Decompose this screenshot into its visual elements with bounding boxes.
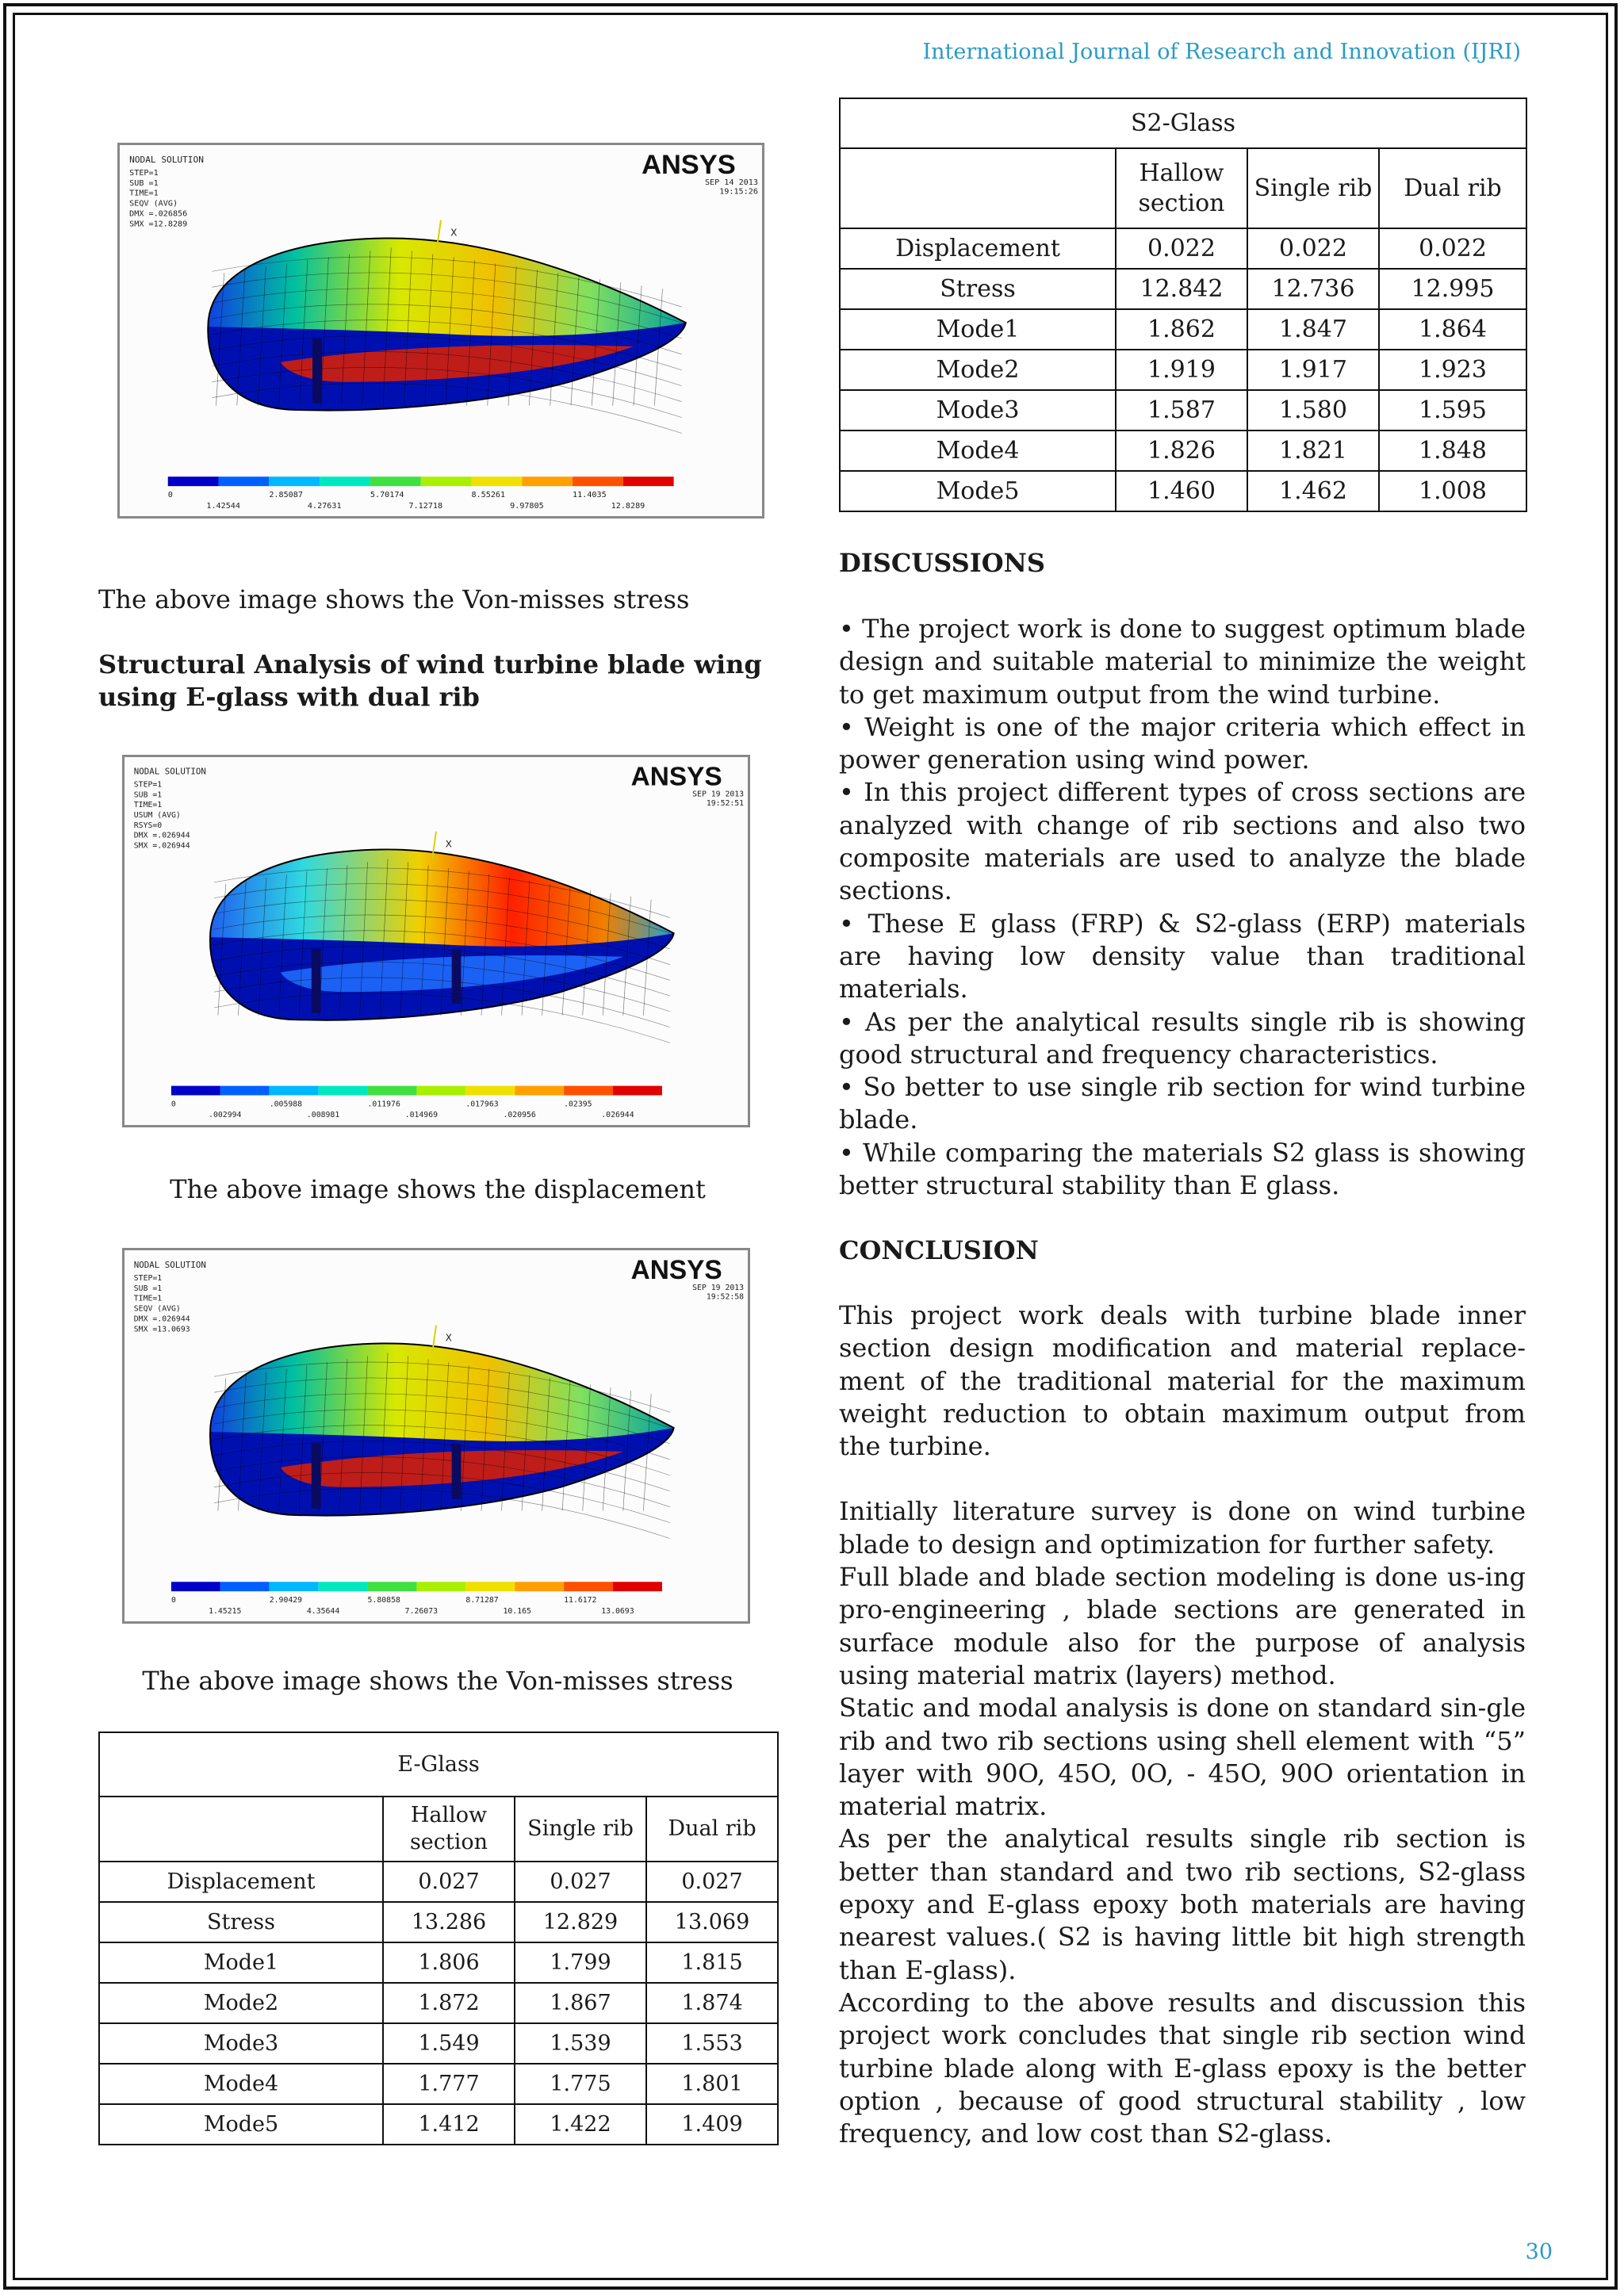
legend-swatch [573, 476, 623, 486]
table-corner [840, 148, 1116, 228]
table-cell: 1.409 [646, 2104, 778, 2145]
table-cell: 1.815 [646, 1942, 778, 1983]
table-cell: 1.460 [1116, 471, 1247, 511]
e-glass-table-title: E-Glass [99, 1732, 778, 1797]
row-label: Mode2 [840, 350, 1116, 390]
figure-label: DMX =.026944 [133, 1314, 190, 1324]
figure-label: SMX =13.0693 [133, 1325, 190, 1334]
figure-label: TIME=1 [133, 1294, 163, 1303]
column-header: Single rib [1247, 148, 1379, 228]
section-subheading: Structural Analysis of wind turbine blade wing using E-glass with dual rib [98, 649, 762, 712]
figure-label: 1.42544 [206, 502, 240, 511]
discussion-bullet: • As per the analytical results single rib is showing good structural and frequency characteristics. [839, 1006, 1526, 1070]
row-label: Stress [840, 269, 1116, 309]
figure-label: 0 [170, 1100, 176, 1109]
table-row [840, 390, 1526, 430]
figure-label: .002994 [209, 1111, 242, 1120]
figure-label: NODAL SOLUTION [129, 154, 204, 165]
column-header: Hallow section [383, 1797, 515, 1862]
conclusion-paragraph: Static and modal analysis is done on standard sin-gle rib and two rib sections using shell element with “5” layer with 90O, 45O, 0O, - 45O, 90O orientation in material matrix. [839, 1693, 1526, 1822]
table-cell: 1.848 [1379, 430, 1526, 471]
legend-swatch [270, 1582, 319, 1591]
table-cell: 0.022 [1116, 228, 1247, 269]
table-cell: 1.801 [646, 2064, 778, 2104]
table-cell: 0.022 [1247, 228, 1379, 269]
table-cell: 0.027 [515, 1862, 646, 1902]
figure-label: STEP=1 [129, 168, 159, 178]
page-number: 30 [1525, 2240, 1553, 2264]
legend-swatch [171, 1582, 220, 1591]
discussion-bullet: • These E glass (FRP) & S2-glass (ERP) materials are having low density value than traditional materials. [839, 908, 1526, 1004]
figure-3-caption: The above image shows the Von-misses stress [142, 1666, 733, 1696]
row-label: Mode1 [99, 1942, 383, 1983]
figure-label: 9.97805 [510, 502, 544, 511]
conclusion-text [839, 1299, 1526, 2150]
figure-label: STEP=1 [133, 780, 163, 790]
row-label: Mode4 [840, 430, 1116, 471]
figure-label: 13.0693 [601, 1606, 634, 1617]
axis-x-label: X [445, 838, 452, 850]
conclusion-paragraph: This project work deals with turbine blade inner section design modification and material replace-ment of the traditional material for the maximum weight reduction to obtain maximum output from the turbine. [839, 1300, 1526, 1462]
legend-swatch [564, 1582, 613, 1591]
table-cell: 1.412 [383, 2104, 515, 2145]
figure-label: SEQV (AVG) [133, 1304, 181, 1314]
figure-von-mises-stress-1 [117, 143, 764, 519]
column-header: Hallow section [1116, 148, 1247, 228]
figure-label: SEP 19 2013 [692, 1283, 745, 1292]
figure-label: 19:52:51 [706, 799, 745, 809]
table-cell: 1.008 [1379, 471, 1526, 511]
table-cell: 1.847 [1247, 309, 1379, 350]
row-label: Mode3 [99, 2023, 383, 2064]
conclusion-paragraph: Initially literature survey is done on wind turbine blade to design and optimization for further safety. [839, 1496, 1526, 1559]
figure-label: 11.6172 [564, 1596, 597, 1605]
legend-swatch [368, 1582, 417, 1591]
figure-label: 7.26073 [404, 1606, 439, 1617]
figure-label: SEQV (AVG) [129, 199, 178, 209]
figure-label: 0 [167, 491, 173, 500]
table-cell: 1.775 [515, 2064, 646, 2104]
row-label: Mode3 [840, 390, 1116, 430]
legend-swatch [219, 476, 270, 486]
s2-glass-table-title: S2-Glass [840, 98, 1526, 148]
row-label: Mode5 [840, 471, 1116, 511]
turbine-blade-model [210, 1343, 674, 1538]
table-cell: 1.462 [1247, 471, 1379, 511]
figure-label: .020956 [503, 1111, 536, 1120]
fea-plot [120, 145, 762, 516]
fea-plot [124, 757, 748, 1125]
table-cell: 1.799 [515, 1942, 646, 1983]
ansys-logo: ANSYS [630, 762, 722, 792]
figure-label: SUB =1 [133, 790, 163, 800]
legend-swatch [270, 1086, 319, 1096]
table-cell: 1.595 [1379, 390, 1526, 430]
axis-x-label: X [445, 1332, 452, 1344]
figure-label: NODAL SOLUTION [133, 766, 206, 777]
legend-swatch [465, 1582, 515, 1591]
table-cell: 1.872 [383, 1983, 515, 2023]
table-cell: 1.806 [383, 1942, 515, 1983]
axis-x-label: X [450, 227, 458, 239]
legend-swatch [613, 1582, 662, 1591]
figure-label: 5.80858 [367, 1596, 400, 1605]
column-header: Dual rib [1379, 148, 1526, 228]
table-row [840, 269, 1526, 309]
table-cell: 1.919 [1116, 350, 1247, 390]
ansys-logo: ANSYS [642, 150, 736, 180]
figure-label: STEP=1 [133, 1273, 163, 1283]
table-cell: 1.864 [1379, 309, 1526, 350]
table-row [99, 1902, 778, 1942]
figure-label: 0 [170, 1596, 176, 1605]
row-label: Displacement [99, 1862, 383, 1902]
figure-von-mises-stress-2 [122, 1248, 750, 1624]
figure-label: SUB =1 [133, 1284, 163, 1293]
figure-label: SUB =1 [129, 178, 159, 188]
legend-swatch [416, 1086, 465, 1096]
figure-label: TIME=1 [129, 189, 159, 198]
legend-swatch [522, 476, 573, 486]
e-glass-table [98, 1732, 779, 2145]
table-row [840, 430, 1526, 471]
figure-label: SMX =12.8289 [129, 220, 188, 229]
figure-label: 4.35644 [306, 1606, 340, 1617]
figure-label: 2.85087 [269, 491, 303, 500]
table-cell: 1.539 [515, 2023, 646, 2064]
row-label: Mode4 [99, 2064, 383, 2104]
figure-2-caption: The above image shows the displacement [170, 1174, 706, 1204]
table-cell: 12.995 [1379, 269, 1526, 309]
table-cell: 1.874 [646, 1983, 778, 2023]
figure-label: .014969 [404, 1111, 439, 1120]
figure-label: 1.45215 [209, 1606, 242, 1617]
legend-swatch [421, 476, 472, 486]
table-cell: 1.549 [383, 2023, 515, 2064]
row-label: Displacement [840, 228, 1116, 269]
figure-label: 19:52:58 [706, 1292, 745, 1302]
e-glass-table-body [99, 1862, 778, 2145]
table-cell: 1.826 [1116, 430, 1247, 471]
table-cell: 1.587 [1116, 390, 1247, 430]
table-cell: 1.862 [1116, 309, 1247, 350]
table-row [99, 1983, 778, 2023]
row-label: Mode1 [840, 309, 1116, 350]
figure-label: NODAL SOLUTION [133, 1259, 206, 1270]
ansys-logo: ANSYS [630, 1255, 722, 1285]
fea-plot [124, 1250, 748, 1621]
turbine-blade-model [210, 849, 674, 1043]
table-row [840, 309, 1526, 350]
figure-label: .017963 [465, 1100, 499, 1109]
figure-label: 8.55261 [471, 491, 506, 500]
table-cell: 1.777 [383, 2064, 515, 2104]
figure-1-caption: The above image shows the Von-misses stress [98, 584, 690, 614]
figure-label: 4.27631 [307, 502, 342, 511]
legend-swatch [613, 1086, 662, 1096]
table-cell: 12.842 [1116, 269, 1247, 309]
legend-swatch [171, 1086, 220, 1096]
row-label: Stress [99, 1902, 383, 1942]
table-row [99, 1942, 778, 1983]
figure-displacement [122, 755, 750, 1127]
legend-swatch [370, 476, 421, 486]
figure-label: 11.4035 [573, 491, 607, 500]
conclusion-paragraph: Full blade and blade section modeling is done us-ing pro-engineering , blade sections are generated in surface module also for the purpose of analysis using material matrix (layers) method. [839, 1562, 1526, 1690]
figure-label: RSYS=0 [133, 821, 163, 830]
figure-label: .005988 [269, 1100, 303, 1109]
figure-label: .026944 [601, 1111, 634, 1120]
discussions-heading: DISCUSSIONS [839, 548, 1045, 578]
discussion-bullet: • In this project different types of cross sections are analyzed with change of rib sections and also two composite materials are used to analyze the blade sections. [839, 777, 1526, 906]
legend-swatch [416, 1582, 465, 1591]
table-cell: 13.069 [646, 1902, 778, 1942]
turbine-blade-model [208, 238, 686, 433]
table-cell: 1.917 [1247, 350, 1379, 390]
s2-glass-table-body [840, 228, 1526, 511]
journal-header: International Journal of Research and Innovation (IJRI) [922, 40, 1521, 64]
discussion-bullet: • Weight is one of the major criteria which effect in power generation using wind power. [839, 711, 1526, 775]
table-cell: 1.867 [515, 1983, 646, 2023]
discussion-bullet: • The project work is done to suggest optimum blade design and suitable material to minimize the weight to get maximum output from the wind turbine. [839, 614, 1526, 710]
s2-glass-table [839, 98, 1527, 512]
table-row [99, 1862, 778, 1902]
color-legend-bar [168, 476, 674, 486]
table-cell: 1.553 [646, 2023, 778, 2064]
legend-swatch [465, 1086, 515, 1096]
figure-label: 2.90429 [269, 1596, 303, 1605]
figure-label: DMX =.026856 [129, 209, 188, 219]
figure-label: 5.70174 [370, 491, 404, 500]
table-cell: 12.829 [515, 1902, 646, 1942]
table-corner [99, 1797, 383, 1862]
table-cell: 1.821 [1247, 430, 1379, 471]
figure-label: TIME=1 [133, 801, 163, 810]
legend-swatch [623, 476, 674, 486]
column-header: Single rib [515, 1797, 646, 1862]
figure-label: USUM (AVG) [133, 810, 181, 821]
discussions-list [839, 613, 1526, 1202]
discussion-bullet: • So better to use single rib section for wind turbine blade. [839, 1072, 1526, 1135]
legend-swatch [368, 1086, 417, 1096]
figure-label: SMX =.026944 [133, 841, 190, 851]
figure-label: .011976 [367, 1100, 400, 1109]
table-row [840, 471, 1526, 511]
table-cell: 0.027 [646, 1862, 778, 1902]
legend-swatch [269, 476, 320, 486]
legend-swatch [320, 476, 370, 486]
figure-label: SEP 14 2013 [704, 178, 758, 187]
legend-swatch [319, 1582, 368, 1591]
discussion-bullet: • While comparing the materials S2 glass is showing better structural stability than E glass. [839, 1137, 1526, 1201]
table-row [840, 350, 1526, 390]
legend-swatch [168, 476, 219, 486]
table-cell: 1.923 [1379, 350, 1526, 390]
table-row [99, 2104, 778, 2145]
color-legend-bar [171, 1086, 662, 1096]
color-legend-bar [171, 1582, 662, 1591]
row-label: Mode2 [99, 1983, 383, 2023]
figure-label: 8.71287 [465, 1596, 499, 1605]
figure-label: SEP 19 2013 [692, 790, 745, 799]
figure-label: 10.165 [503, 1606, 531, 1617]
conclusion-heading: CONCLUSION [839, 1235, 1039, 1265]
table-row [99, 2023, 778, 2064]
legend-swatch [220, 1582, 270, 1591]
table-cell: 0.027 [383, 1862, 515, 1902]
figure-label: 19:15:26 [719, 187, 758, 197]
figure-label: .008981 [306, 1111, 340, 1120]
table-cell: 0.022 [1379, 228, 1526, 269]
figure-label: .02395 [564, 1100, 592, 1109]
conclusion-paragraph: As per the analytical results single rib section is better than standard and two rib sections, S2-glass epoxy and E-glass epoxy both materials are having nearest values.( S2 is having little bit high strength than E-glass). [839, 1823, 1526, 1985]
legend-swatch [319, 1086, 368, 1096]
table-cell: 1.580 [1247, 390, 1379, 430]
legend-swatch [515, 1582, 564, 1591]
column-header: Dual rib [646, 1797, 778, 1862]
figure-label: DMX =.026944 [133, 831, 190, 840]
conclusion-paragraph: According to the above results and discussion this project work concludes that single rib section wind turbine blade along with E-glass epoxy is the better option , because of good structural stability , low frequency, and low cost than S2-glass. [839, 1987, 1526, 2149]
legend-swatch [471, 476, 522, 486]
figure-label: 12.8289 [611, 502, 645, 511]
legend-swatch [515, 1086, 564, 1096]
row-label: Mode5 [99, 2104, 383, 2145]
figure-label: 7.12718 [408, 502, 443, 511]
table-cell: 12.736 [1247, 269, 1379, 309]
legend-swatch [564, 1086, 613, 1096]
table-row [99, 2064, 778, 2104]
table-row [840, 228, 1526, 269]
table-cell: 13.286 [383, 1902, 515, 1942]
legend-swatch [220, 1086, 270, 1096]
table-cell: 1.422 [515, 2104, 646, 2145]
